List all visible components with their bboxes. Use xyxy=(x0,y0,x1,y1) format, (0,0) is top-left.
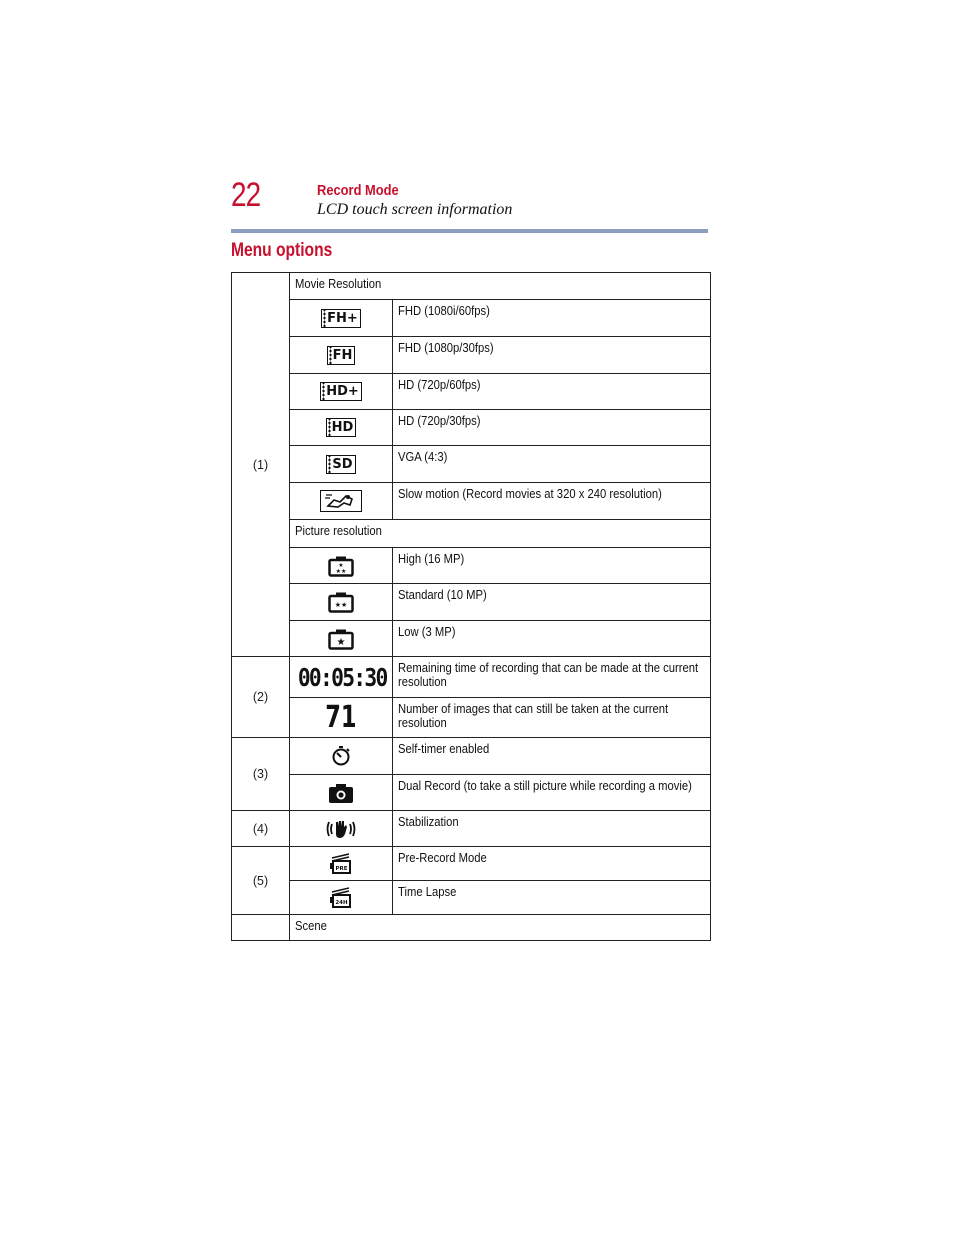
row-description: FHD (1080p/30fps) xyxy=(393,337,711,374)
table-row xyxy=(232,775,711,811)
fhd-icon: FH xyxy=(290,337,393,374)
row-description: Self-timer enabled xyxy=(393,738,711,775)
table-row xyxy=(232,520,711,548)
page-number: 22 xyxy=(231,176,261,214)
remaining-time-display: 00:05:30 xyxy=(290,657,393,698)
group-label: (4) xyxy=(232,811,290,847)
pre-record-icon xyxy=(290,847,393,881)
table-row xyxy=(232,847,711,881)
svg-text:★★: ★★ xyxy=(335,567,347,575)
header-rule xyxy=(231,229,708,233)
table-row xyxy=(232,915,711,941)
row-description: Stabilization xyxy=(393,811,711,847)
movie-resolution-heading: Movie Resolution xyxy=(290,273,711,300)
pre-record-label: PRE xyxy=(335,865,348,872)
camera-three-star-icon xyxy=(290,548,393,584)
time-lapse-icon xyxy=(290,881,393,915)
scene-heading: Scene xyxy=(290,915,711,941)
camera-icon xyxy=(290,775,393,811)
table-row xyxy=(232,548,711,584)
group-label: (3) xyxy=(232,738,290,811)
menu-options-heading: Menu options xyxy=(231,240,333,261)
svg-text:★: ★ xyxy=(338,561,344,569)
table-row xyxy=(232,273,711,300)
table-row xyxy=(232,657,711,698)
hd-plus-icon: HD+ xyxy=(290,374,393,410)
self-timer-icon xyxy=(290,738,393,775)
camera-one-star-icon xyxy=(290,621,393,657)
table-row xyxy=(232,410,711,446)
svg-text:★★: ★★ xyxy=(334,601,348,609)
group-label: (2) xyxy=(232,657,290,738)
remaining-images-display: 71 xyxy=(290,698,393,738)
row-description: Slow motion (Record movies at 320 x 240 resolution) xyxy=(393,483,711,520)
row-description: Standard (10 MP) xyxy=(393,584,711,621)
table-row xyxy=(232,483,711,520)
fhd-plus-icon: FH+ xyxy=(290,300,393,337)
table-row xyxy=(232,584,711,621)
table-row xyxy=(232,881,711,915)
picture-resolution-heading: Picture resolution xyxy=(290,520,711,548)
table-row xyxy=(232,337,711,374)
group-label: (1) xyxy=(232,273,290,657)
section-title: Record Mode xyxy=(317,182,399,199)
camera-two-star-icon xyxy=(290,584,393,621)
row-description: Dual Record (to take a still picture while recording a movie) xyxy=(393,775,711,811)
stabilization-icon xyxy=(290,811,393,847)
section-subtitle: LCD touch screen information xyxy=(317,201,513,218)
table-row xyxy=(232,738,711,775)
table-row xyxy=(232,300,711,337)
row-description: Number of images that can still be taken at the current resolution xyxy=(393,698,711,738)
row-description: FHD (1080i/60fps) xyxy=(393,300,711,337)
table-row xyxy=(232,698,711,738)
table-row xyxy=(232,811,711,847)
menu-options-table xyxy=(231,272,711,941)
row-description: VGA (4:3) xyxy=(393,446,711,483)
empty-group-cell xyxy=(232,915,290,941)
row-description: HD (720p/30fps) xyxy=(393,410,711,446)
row-description: Remaining time of recording that can be made at the current resolution xyxy=(393,657,711,698)
sd-icon: SD xyxy=(290,446,393,483)
table-row xyxy=(232,621,711,657)
hd-icon: HD xyxy=(290,410,393,446)
row-description: HD (720p/60fps) xyxy=(393,374,711,410)
slow-motion-icon xyxy=(290,483,393,520)
group-label: (5) xyxy=(232,847,290,915)
table-row xyxy=(232,446,711,483)
row-description: High (16 MP) xyxy=(393,548,711,584)
row-description: Time Lapse xyxy=(393,881,711,915)
time-lapse-label: 24H xyxy=(335,899,348,906)
table-row xyxy=(232,374,711,410)
row-description: Low (3 MP) xyxy=(393,621,711,657)
row-description: Pre-Record Mode xyxy=(393,847,711,881)
svg-text:★: ★ xyxy=(336,636,346,648)
